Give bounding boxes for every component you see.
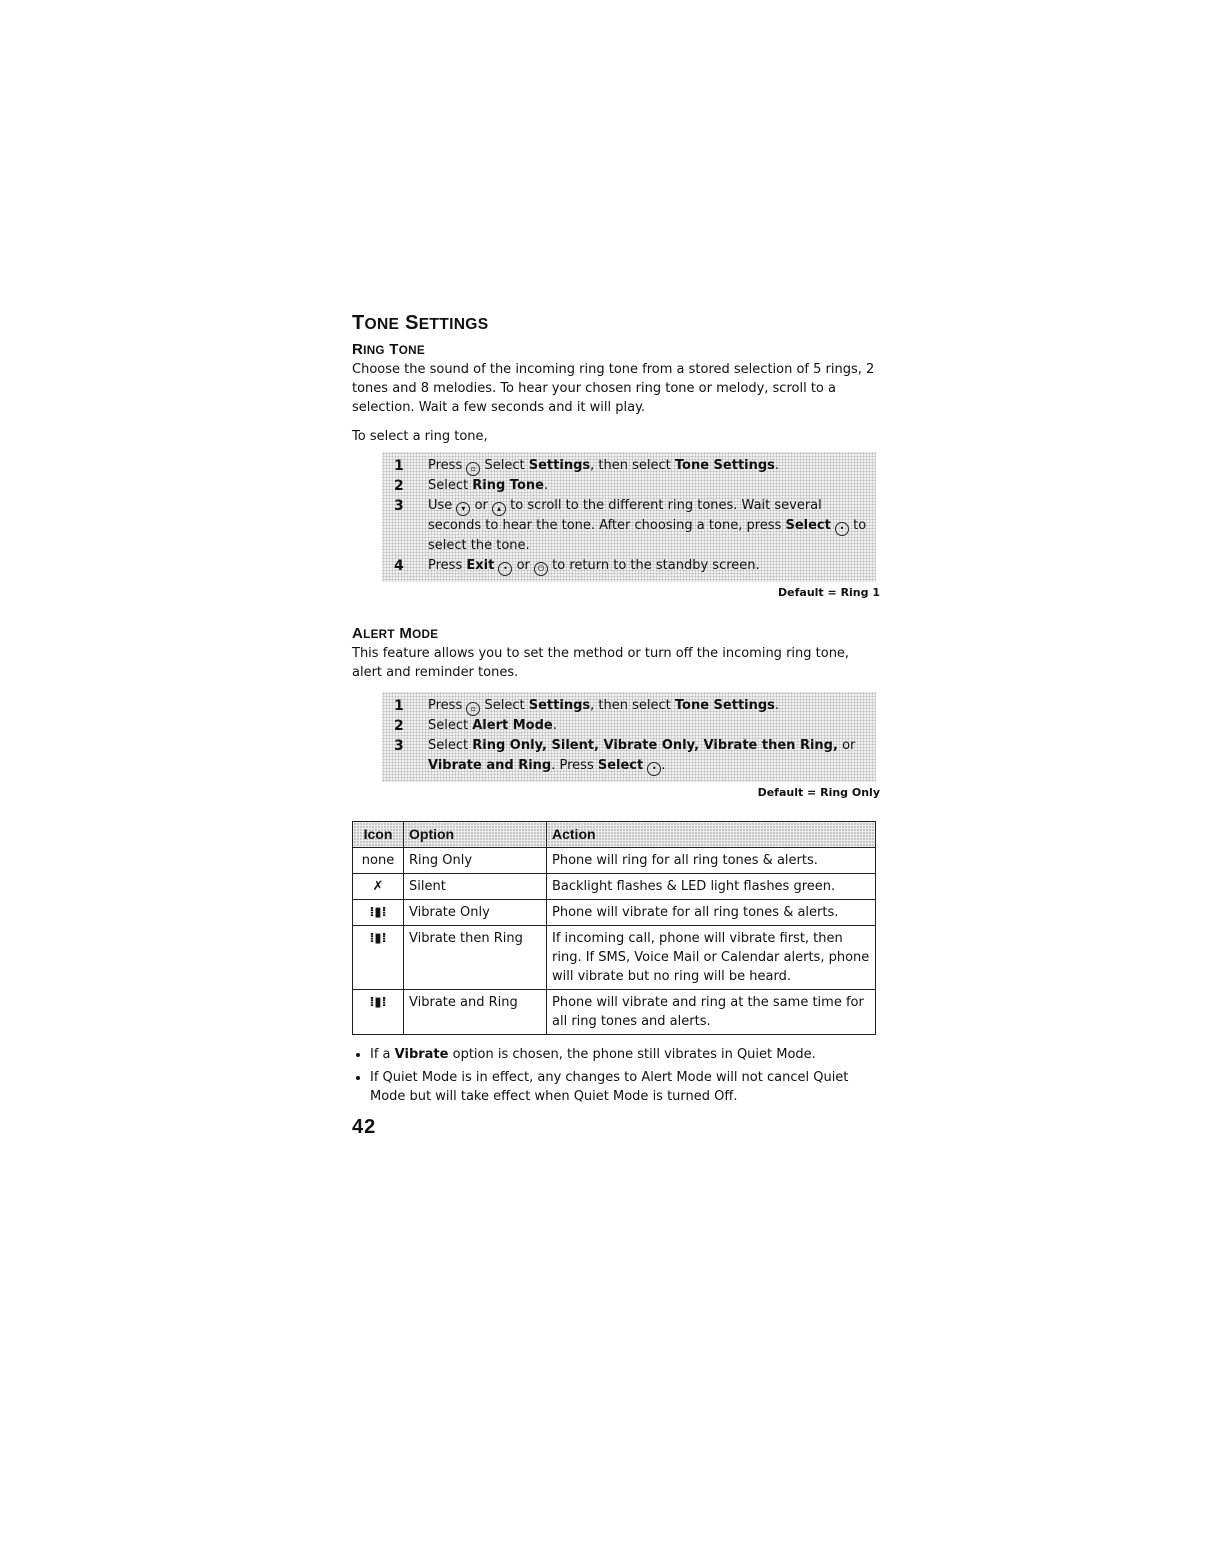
- section-title-tone-settings: TONE SETTINGS: [352, 312, 489, 334]
- step-item: 3 Use ▾ or ▴ to scroll to the different ring tones. Wait several seconds to hear the tone. After choosing a tone, press Select • to select the tone.: [394, 498, 867, 553]
- icon-cell-none: none: [353, 848, 404, 874]
- header-icon: Icon: [353, 822, 404, 848]
- subsection-title-ring-tone: RING TONE: [352, 341, 425, 358]
- select-key-icon: •: [835, 522, 849, 536]
- option-cell: Ring Only: [404, 848, 547, 874]
- page-number: 42: [352, 1116, 377, 1138]
- vibrate-icon: ⁞▮⁞: [369, 905, 387, 920]
- note-item: • If a Vibrate option is chosen, the phone still vibrates in Quiet Mode.: [370, 1045, 880, 1064]
- menu-key-icon: ▫: [466, 702, 480, 716]
- alert-mode-table: [352, 821, 876, 1035]
- option-cell: Vibrate then Ring: [404, 926, 547, 990]
- menu-key-icon: ▫: [466, 462, 480, 476]
- header-action: Action: [547, 822, 876, 848]
- alert-mode-default: Default = Ring Only: [757, 786, 880, 799]
- alert-mode-description: This feature allows you to set the method or turn off the incoming ring tone, alert and reminder tones.: [352, 646, 850, 680]
- ring-tone-intro: To select a ring tone,: [352, 429, 488, 444]
- alert-mode-steps: [382, 692, 876, 782]
- notes-list: [352, 1045, 880, 1106]
- table-row: [353, 848, 876, 874]
- action-cell: If incoming call, phone will vibrate first, then ring. If SMS, Voice Mail or Calendar alerts, phone will vibrate but no ring will be heard.: [547, 926, 876, 990]
- step-item: 1 Press ▫ Select Settings, then select Tone Settings.: [394, 698, 780, 714]
- table-row: [353, 926, 876, 990]
- select-key-icon: •: [647, 762, 661, 776]
- step-item: 3 Select Ring Only, Silent, Vibrate Only, Vibrate then Ring, or Vibrate and Ring. Press Select • .: [390, 736, 870, 776]
- step-item: 1 Press ▫ Select Settings, then select Tone Settings.: [394, 458, 780, 474]
- note-item: • If Quiet Mode is in effect, any changes to Alert Mode will not cancel Quiet Mode but will take effect when Quiet Mode is turned Off.: [370, 1068, 880, 1106]
- step-item: 2 Select Alert Mode.: [394, 718, 557, 734]
- action-cell: Phone will vibrate for all ring tones & alerts.: [547, 900, 876, 926]
- action-cell: Phone will vibrate and ring at the same time for all ring tones and alerts.: [547, 990, 876, 1035]
- table-header-row: [353, 822, 876, 848]
- ring-tone-steps: [382, 452, 876, 582]
- option-cell: Vibrate and Ring: [404, 990, 547, 1035]
- exit-key-icon: •: [498, 562, 512, 576]
- step-item: 2 Select Ring Tone.: [394, 478, 549, 494]
- table-row: [353, 900, 876, 926]
- step-item: 4 Press Exit • or ⏻ to return to the standby screen.: [394, 558, 760, 574]
- subsection-title-alert-mode: ALERT MODE: [352, 625, 439, 642]
- ring-tone-description: Choose the sound of the incoming ring tone from a stored selection of 5 rings, 2 tones and 8 melodies. To hear your chosen ring tone or melody, scroll to a selection. Wait a few seconds and it will play.: [352, 362, 875, 415]
- ring-tone-default: Default = Ring 1: [778, 586, 880, 599]
- manual-page: [352, 312, 880, 1139]
- action-cell: Backlight flashes & LED light flashes green.: [547, 874, 876, 900]
- option-cell: Vibrate Only: [404, 900, 547, 926]
- table-row: [353, 990, 876, 1035]
- table-row: [353, 874, 876, 900]
- scroll-down-key-icon: ▾: [456, 502, 470, 516]
- end-key-icon: ⏻: [534, 562, 548, 576]
- action-cell: Phone will ring for all ring tones & alerts.: [547, 848, 876, 874]
- header-option: Option: [404, 822, 547, 848]
- scroll-up-key-icon: ▴: [492, 502, 506, 516]
- option-cell: Silent: [404, 874, 547, 900]
- vibrate-then-ring-icon: ⁞▮⁞: [369, 931, 387, 946]
- silent-icon: ✗: [372, 879, 384, 894]
- vibrate-and-ring-icon: ⁞▮⁞: [369, 995, 387, 1010]
